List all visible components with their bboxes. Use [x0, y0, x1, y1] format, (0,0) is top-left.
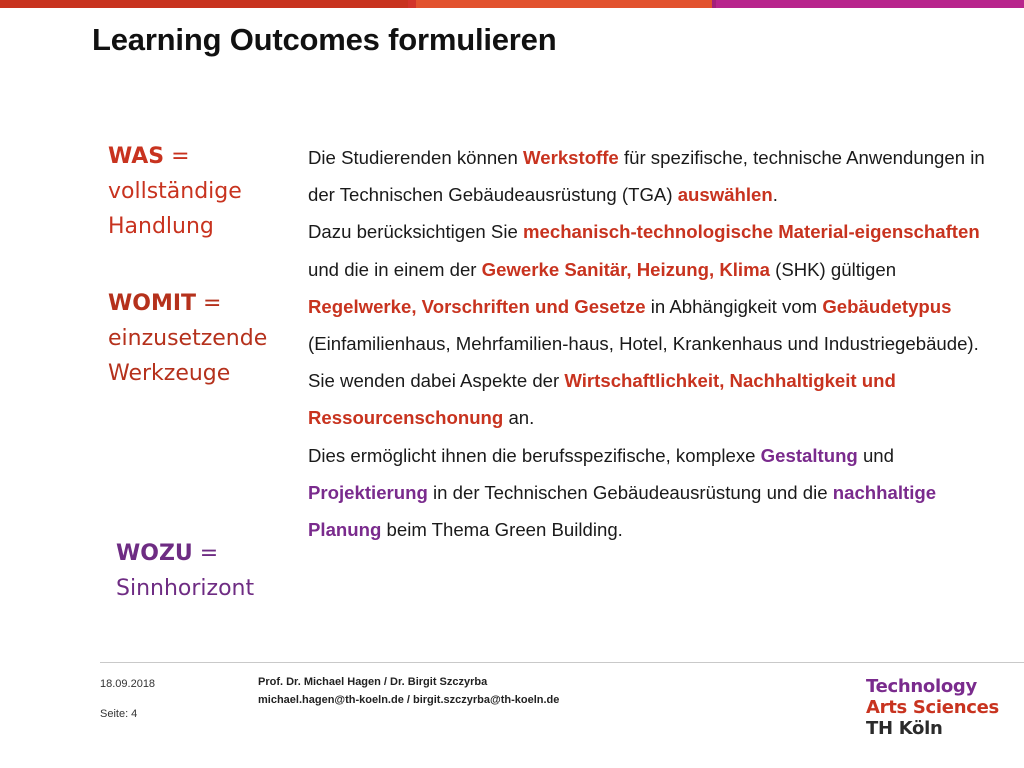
- bar-segment-5: [716, 0, 1024, 8]
- footer-author-emails: michael.hagen@th-koeln.de / birgit.szczyrba@th-koeln.de: [258, 694, 560, 706]
- highlight-term: Wirtschaftlichkeit, Nachhaltigkeit und Ressourcenschonung: [308, 370, 896, 429]
- highlight-term: Projektierung: [308, 481, 428, 503]
- text-run: in der Technischen Gebäudeausrüstung und die: [427, 481, 833, 503]
- highlight-term: mechanisch-technologische Material-eigenschaften: [522, 221, 980, 243]
- logo-line-technology: Technology: [866, 676, 977, 697]
- logo-line-th-koeln: TH Köln: [866, 718, 943, 739]
- text-run: und: [857, 444, 894, 466]
- highlight-term: Werkstoffe: [523, 147, 619, 168]
- highlight-term: auswählen: [677, 184, 773, 206]
- label-wozu-key: WOZU: [116, 541, 193, 566]
- text-run: beim Thema Green Building.: [381, 519, 623, 541]
- highlight-term: Gebäudetypus: [822, 295, 952, 317]
- highlight-term: Gewerke Sanitär, Heizung, Klima: [481, 258, 770, 280]
- footer-page-number: Seite: 4: [100, 708, 138, 720]
- label-wozu-text: = Sinnhorizont: [116, 541, 255, 601]
- paragraph-berucksichtigen: [308, 213, 998, 436]
- text-run: in Abhängigkeit vom: [645, 295, 823, 317]
- label-womit-key: WOMIT: [108, 291, 197, 316]
- label-wozu: [116, 536, 286, 606]
- bar-segment-1: [0, 0, 408, 8]
- paragraph-werkstoffe: [308, 139, 998, 213]
- text-run: .: [772, 184, 778, 206]
- logo-line-arts-sciences: Arts Sciences: [866, 697, 999, 718]
- top-color-bar: [0, 0, 1024, 8]
- label-was-text: = vollständige Handlung: [108, 144, 242, 239]
- text-run: (Einfamilienhaus, Mehrfamilien-haus, Hotel, Krankenhaus und Industriegebäude). Sie wenden dabei Aspekte der: [308, 333, 979, 392]
- learning-outcome-text: [308, 139, 998, 548]
- text-run: und die in einem der: [308, 258, 482, 280]
- text-run: Dies ermöglicht ihnen die berufsspezifische, komplexe: [308, 444, 761, 466]
- footer-authors: [258, 673, 559, 709]
- highlight-term: nachhaltige Planung: [308, 481, 937, 541]
- text-run: an.: [503, 407, 535, 429]
- th-koeln-logo: [866, 676, 999, 739]
- label-womit: [108, 286, 280, 391]
- footer-date: 18.09.2018: [100, 678, 156, 690]
- slide-title: Learning Outcomes formulieren: [92, 22, 557, 57]
- footer-divider: [100, 662, 1024, 663]
- text-run: Dazu berücksichtigen Sie: [308, 221, 523, 243]
- highlight-term: Gestaltung: [760, 444, 858, 466]
- text-run: (SHK) gültigen: [769, 258, 897, 280]
- paragraph-ermoglicht: [308, 437, 998, 549]
- highlight-term: Regelwerke, Vorschriften und Gesetze: [308, 295, 646, 317]
- text-run: Die Studierenden können: [308, 147, 524, 168]
- text-run: für spezifische, technische Anwendungen in der Technischen Gebäudeausrüstung (TGA): [308, 147, 985, 206]
- bar-segment-3: [416, 0, 712, 8]
- bar-segment-2: [408, 0, 416, 8]
- footer-author-names: Prof. Dr. Michael Hagen / Dr. Birgit Szczyrba: [258, 676, 488, 688]
- label-was: [108, 139, 278, 244]
- label-womit-text: = einzusetzende Werkzeuge: [108, 291, 268, 386]
- label-was-key: WAS: [108, 144, 165, 169]
